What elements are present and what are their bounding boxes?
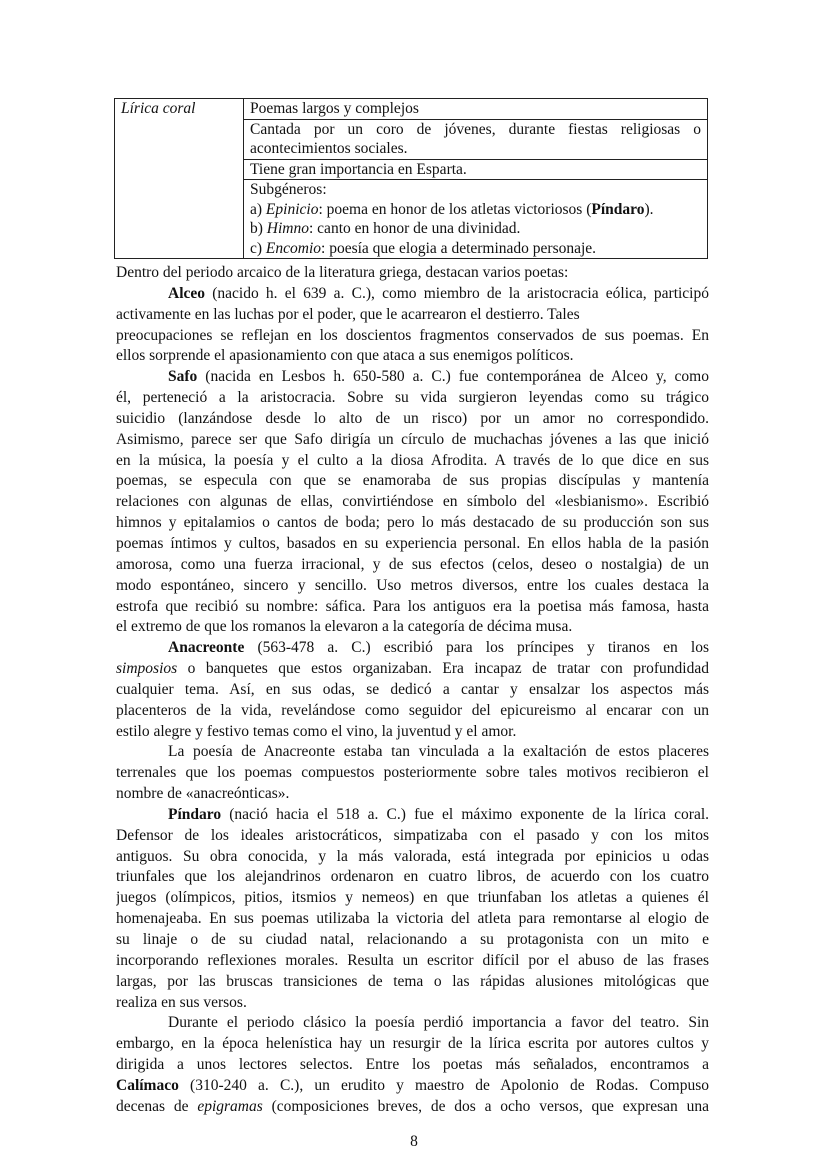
text-line: juegos (olímpicos, pitios, itsmios y nemeos) en que triunfaban los atletas a quienes él xyxy=(116,889,709,907)
paragraph xyxy=(116,263,709,284)
text-line: Anacreonte (563-478 a. C.) escribió para los príncipes y tiranos en los xyxy=(168,639,709,657)
text-line: homenajeaba. En sus poemas utilizaba la victoria del atleta para remontarse al elogio de xyxy=(116,910,709,928)
paragraph xyxy=(116,805,709,1013)
text-line: estilo alegre y festivo temas como el vino, la juventud y el amor. xyxy=(116,722,517,740)
paragraph xyxy=(116,1013,709,1117)
text-line: largas, por las bruscas transiciones de tema o las rápidas alusiones mitológicas que xyxy=(116,972,709,990)
text-line: poemas íntimos y cultos, basados en su experiencia personal. En ellos habla de la pasión xyxy=(116,534,709,552)
text-line: activamente en las luchas por el poder, que le acarrearon el destierro. Tales xyxy=(116,305,580,323)
text-line: incorporando reflexiones morales. Resulta un escritor difícil por el abuso de las frases xyxy=(116,951,709,969)
bold-term: Calímaco xyxy=(116,1076,179,1094)
text-line: triunfales que los alejandrinos ordenaron en cuatro libros, de acuerdo con los cuatro xyxy=(116,868,709,886)
text-line: en la música, la poesía y el culto a la diosa Afrodita. A través de lo que dice en sus xyxy=(116,451,709,469)
table-cell xyxy=(244,159,708,180)
paragraph xyxy=(116,367,709,638)
text-line: placenteros de la vida, revelándose como seguidor del epicureismo al encarar con un xyxy=(116,701,709,719)
text-line: Píndaro (nació hacia el 518 a. C.) fue el máximo exponente de la lírica coral. xyxy=(168,805,709,823)
text-line: Calímaco (310-240 a. C.), un erudito y maestro de Apolonio de Rodas. Compuso xyxy=(116,1076,709,1094)
text-line: himnos y epitalamios o cantos de boda; pero lo más destacado de su producción son sus xyxy=(116,514,709,532)
italic-term: epigramas xyxy=(197,1097,263,1115)
cell-line: b) Himno: canto en honor de una divinidad. xyxy=(250,220,521,237)
text-line: él, perteneció a la aristocracia. Sobre su vida surgieron leyendas como su trágico xyxy=(116,389,709,407)
italic-term: simposios xyxy=(116,660,178,678)
page-number: 8 xyxy=(410,1133,418,1150)
table-cell xyxy=(244,99,708,120)
italic-term: Epinicio xyxy=(265,200,319,218)
italic-term: Encomio xyxy=(265,239,322,257)
text-line: ellos sorprende el apasionamiento con que ataca a sus enemigos políticos. xyxy=(116,347,574,365)
italic-term: Himno xyxy=(266,220,309,237)
text-line: Safo (nacida en Lesbos h. 650-580 a. C.) fue contemporánea de Alceo y, como xyxy=(168,368,709,386)
table-cell xyxy=(244,119,708,159)
text-line: cualquier tema. Así, en sus odas, se dedicó a cantar y ensalzar los aspectos más xyxy=(116,680,709,698)
cell-line: Poemas largos y complejos xyxy=(250,100,419,117)
text-line: preocupaciones se reflejan en los doscientos fragmentos conservados de sus poemas. En xyxy=(116,326,709,344)
text-line: el extremo de que los romanos la elevaron a la categoría de décima musa. xyxy=(116,618,573,636)
text-line: nombre de «anacreónticas». xyxy=(116,785,290,803)
bold-term: Píndaro xyxy=(168,805,222,823)
body-text xyxy=(116,263,709,1118)
text-line: antiguos. Su obra conocida, y la más valorada, está integrada por epinicios u odas xyxy=(116,847,709,865)
text-line: simposios o banquetes que estos organizaban. Era incapaz de tratar con profundidad xyxy=(116,660,709,678)
cell-line: Subgéneros: xyxy=(250,181,327,198)
bold-term: Píndaro xyxy=(591,200,645,218)
paragraph xyxy=(116,742,709,805)
cell-line: Cantada por un coro de jóvenes, durante fiestas religiosas o acontecimientos sociales. xyxy=(250,120,701,157)
text-line: su linaje o de su ciudad natal, relacionando a su protagonista con un mito e xyxy=(116,931,709,948)
paragraph xyxy=(116,284,709,367)
bold-term: Safo xyxy=(168,368,198,386)
text-line: modo espontáneo, sincero y sencillo. Uso metros diversos, entre los cuales destaca la xyxy=(116,576,709,594)
table-heading: Lírica coral xyxy=(115,99,244,259)
text-line: Alceo (nacido h. el 639 a. C.), como miembro de la aristocracia eólica, participó xyxy=(168,284,709,302)
text-line: dirigida a unos lectores selectos. Entre los poetas más señalados, encontramos a xyxy=(116,1056,709,1074)
text-line: realiza en sus versos. xyxy=(116,993,247,1011)
bold-term: Anacreonte xyxy=(168,639,245,657)
lirica-coral-table xyxy=(114,98,708,259)
text-line: embargo, en la época helenística hay un resurgir de la lírica escrita por autores cultos y xyxy=(116,1035,709,1053)
text-line: poemas, se especula con que se enamoraba de sus propias discípulas y mantenía xyxy=(116,472,709,490)
cell-line: Tiene gran importancia en Esparta. xyxy=(250,160,467,178)
text-line: decenas de epigramas (composiciones breves, de dos a ocho versos, que expresan una xyxy=(116,1097,709,1115)
text-line: suicidio (lanzándose desde lo alto de un risco) por un amor no correspondido. xyxy=(116,409,709,427)
text-line: relaciones con algunas de ellas, convirtiéndose en símbolo del «lesbianismo». Escribió xyxy=(116,493,709,511)
bold-term: Alceo xyxy=(168,284,206,302)
text-line: Durante el periodo clásico la poesía perdió importancia a favor del teatro. Sin xyxy=(168,1014,709,1032)
table-cell xyxy=(244,180,708,259)
text-line: La poesía de Anacreonte estaba tan vinculada a la exaltación de estos placeres xyxy=(168,743,709,761)
table-row xyxy=(115,99,708,120)
cell-line: c) Encomio: poesía que elogia a determinado personaje. xyxy=(250,239,597,257)
text-line: Dentro del periodo arcaico de la literatura griega, destacan varios poetas: xyxy=(116,264,569,281)
text-line: terrenales que los poemas compuestos posteriormente sobre tales motivos recibieron el xyxy=(116,764,709,782)
text-line: amorosa, como una fuerza irracional, y de sus efectos (celos, deseo o nostalgia) de un xyxy=(116,555,709,573)
paragraph xyxy=(116,638,709,742)
text-line: estrofa que recibió su nombre: sáfica. Para los antiguos era la poetisa más famosa, hasta xyxy=(116,597,709,615)
cell-line: a) Epinicio: poema en honor de los atletas victoriosos (Píndaro). xyxy=(250,200,654,218)
text-line: Asimismo, parece ser que Safo dirigía un círculo de muchachas jóvenes a las que inició xyxy=(116,430,709,448)
text-line: Defensor de los ideales aristocráticos, simpatizaba con el pasado y con los mitos xyxy=(116,826,709,844)
